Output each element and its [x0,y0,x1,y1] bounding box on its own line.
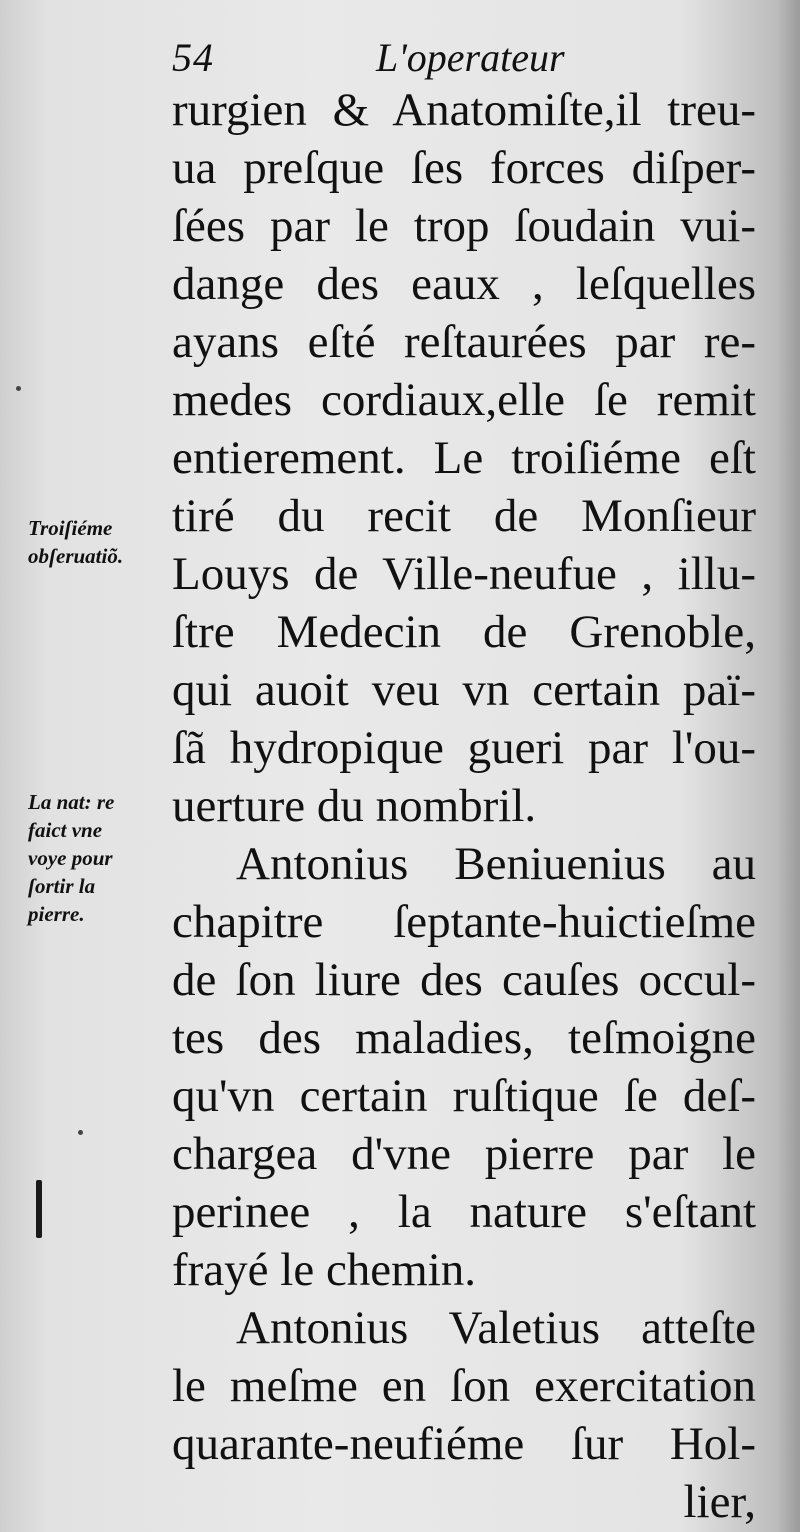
text-line: tiré du recit de Monſieur [172,490,756,542]
text-line: quarante-neufiéme ſur Hol- [172,1418,756,1470]
margin-note-line: voye pour [28,846,113,870]
margin-note-line: La nat: re [28,790,115,814]
margin-note-line: obſeruatiõ. [28,544,124,568]
text-line: qu'vn certain ruſtique ſe deſ- [172,1070,756,1122]
text-line: dange des eaux , leſquelles [172,258,756,310]
text-line: chapitre ſeptante-huictieſme [172,896,756,948]
page-number: 54 [172,35,214,80]
text-line: lier, [683,1476,756,1528]
ink-mark [36,1180,42,1238]
text-line: rurgien & Anatomiſte,il treu- [172,84,756,136]
text-line: ayans eſté reſtaurées par re- [172,316,756,368]
text-line: perinee , la nature s'eſtant [172,1186,756,1238]
text-line: chargea d'vne pierre par le [172,1128,756,1180]
ink-dot [78,1130,83,1135]
margin-note-observation [28,514,123,570]
text-line: de ſon liure des cauſes occul- [172,954,756,1006]
text-line: Antonius Beniuenius au [236,838,756,890]
text-line: Antonius Valetius atteſte [236,1302,756,1354]
running-head: L'operateur [376,35,565,80]
text-line: medes cordiaux,elle ſe remit [172,374,756,426]
text-line: uerture du nombril. [172,780,537,832]
text-line: ſtre Medecin de Grenoble, [172,606,756,658]
ink-dot [16,386,21,391]
text-line: ſã hydropique gueri par l'ou- [172,722,756,774]
margin-note-line: pierre. [28,902,85,926]
text-line: ſées par le trop ſoudain vui- [172,200,756,252]
margin-note-nature [28,788,114,928]
text-line: entierement. Le troiſiéme eſt [172,432,756,484]
margin-note-line: Troiſiéme [28,516,113,540]
text-line: Louys de Ville-neufue , illu- [172,548,756,600]
text-line: tes des maladies, teſmoigne [172,1012,756,1064]
text-line: qui auoit veu vn certain paï- [172,664,756,716]
margin-note-line: ſortir la [28,874,96,898]
text-line: le meſme en ſon exercitation [172,1360,756,1412]
margin-note-line: faict vne [28,818,103,842]
text-line: ua preſque ſes forces diſper- [172,142,756,194]
text-line: frayé le chemin. [172,1244,477,1296]
